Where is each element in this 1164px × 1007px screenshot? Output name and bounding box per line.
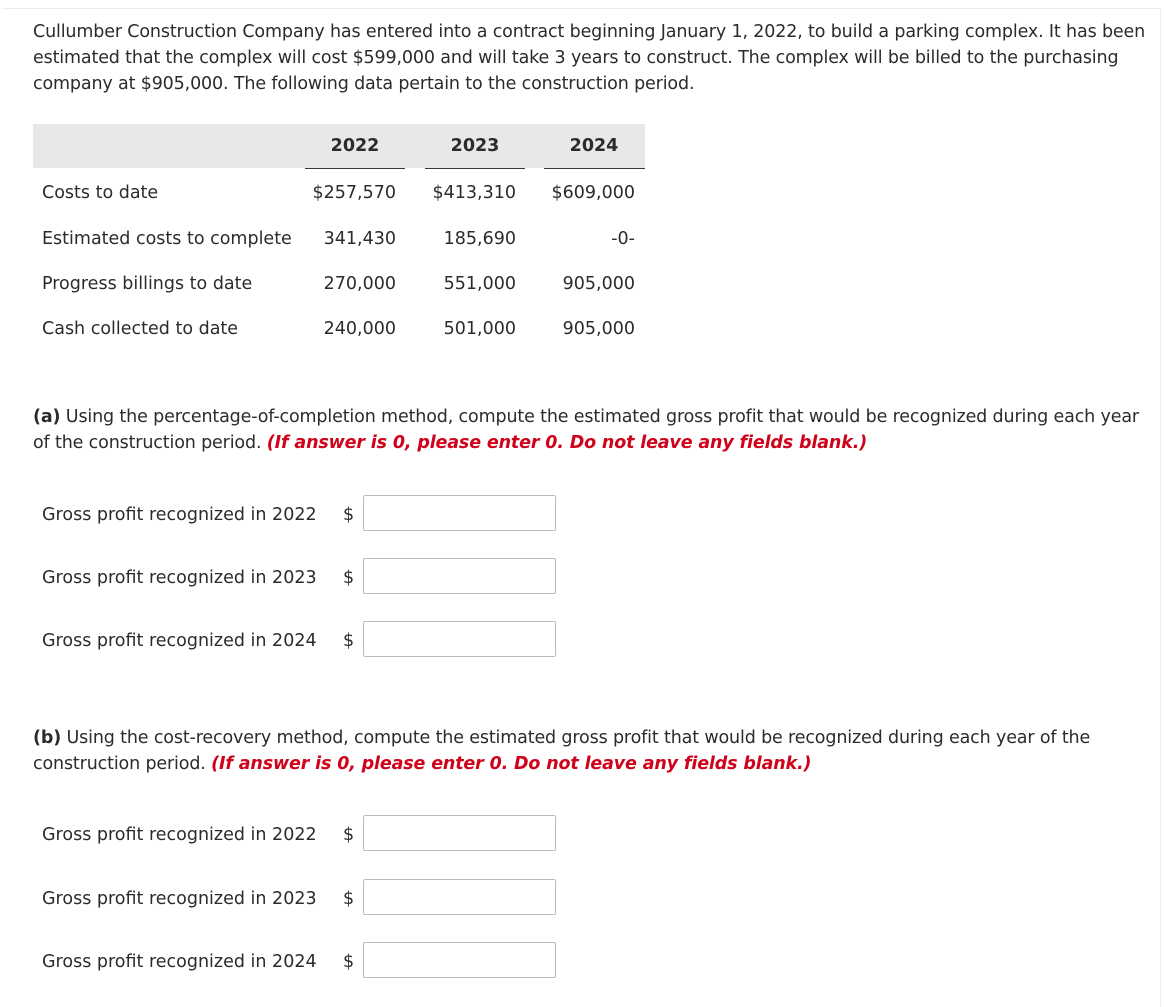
question-part-a — [33, 404, 1153, 456]
part-b-input-2022[interactable] — [363, 815, 556, 851]
part-a-label-2024: Gross profit recognized in 2024 — [42, 631, 317, 651]
part-a-label-2022: Gross profit recognized in 2022 — [42, 505, 317, 525]
year-underline-2023 — [425, 168, 525, 169]
row-label-progress-billings: Progress billings to date — [42, 274, 253, 294]
row-label-costs-to-date: Costs to date — [42, 183, 159, 203]
part-a-note: (If answer is 0, please enter 0. Do not leave any fields blank.) — [266, 433, 868, 453]
year-header-2022: 2022 — [330, 136, 380, 156]
table-cell: 905,000 — [562, 319, 635, 339]
row-label-cash-collected: Cash collected to date — [42, 319, 239, 339]
year-header-2023: 2023 — [450, 136, 500, 156]
year-header-2024: 2024 — [569, 136, 619, 156]
table-cell: 551,000 — [443, 274, 516, 294]
table-cell: 270,000 — [323, 274, 396, 294]
table-cell: 905,000 — [562, 274, 635, 294]
part-b-text: Using the cost-recovery method, compute the estimated gross profit that would be recognized during each year of the construction period. — [33, 728, 1091, 774]
currency-symbol: $ — [343, 825, 355, 845]
currency-symbol: $ — [343, 889, 355, 909]
year-underline-2022 — [305, 168, 405, 169]
currency-symbol: $ — [343, 505, 355, 525]
currency-symbol: $ — [343, 631, 355, 651]
part-b-label-2022: Gross profit recognized in 2022 — [42, 825, 317, 845]
year-underline-2024 — [544, 168, 645, 169]
table-cell: 240,000 — [323, 319, 396, 339]
row-label-estimated-costs: Estimated costs to complete — [42, 229, 292, 249]
currency-symbol: $ — [343, 568, 355, 588]
part-b-input-2024[interactable] — [363, 942, 556, 978]
table-header — [33, 124, 645, 168]
table-cell: $609,000 — [551, 183, 635, 203]
currency-symbol: $ — [343, 952, 355, 972]
part-b-label-2023: Gross profit recognized in 2023 — [42, 889, 317, 909]
question-part-b — [33, 725, 1153, 777]
part-a-label-2023: Gross profit recognized in 2023 — [42, 568, 317, 588]
part-a-input-2023[interactable] — [363, 558, 556, 594]
part-a-input-2022[interactable] — [363, 495, 556, 531]
table-cell: $257,570 — [312, 183, 396, 203]
part-a-input-2024[interactable] — [363, 621, 556, 657]
part-b-input-2023[interactable] — [363, 879, 556, 915]
table-cell: $413,310 — [432, 183, 516, 203]
table-cell: 501,000 — [443, 319, 516, 339]
table-cell: 185,690 — [443, 229, 516, 249]
problem-statement: Cullumber Construction Company has entered into a contract beginning January 1, 2022, to build a parking complex. It has been estimated that the complex will cost $599,000 and will take 3 years to construct. The complex will be billed to the purchasing company at $905,000. The following data pertain to the construction period. — [33, 22, 1146, 94]
part-b-tag: (b) — [33, 728, 62, 748]
part-a-tag: (a) — [33, 407, 61, 427]
part-b-note: (If answer is 0, please enter 0. Do not leave any fields blank.) — [211, 754, 812, 774]
table-cell: -0- — [611, 229, 635, 249]
part-a-text: Using the percentage-of-completion method, compute the estimated gross profit that would be recognized during each year of the construction period. — [33, 407, 1139, 453]
table-cell: 341,430 — [323, 229, 396, 249]
part-b-label-2024: Gross profit recognized in 2024 — [42, 952, 317, 972]
